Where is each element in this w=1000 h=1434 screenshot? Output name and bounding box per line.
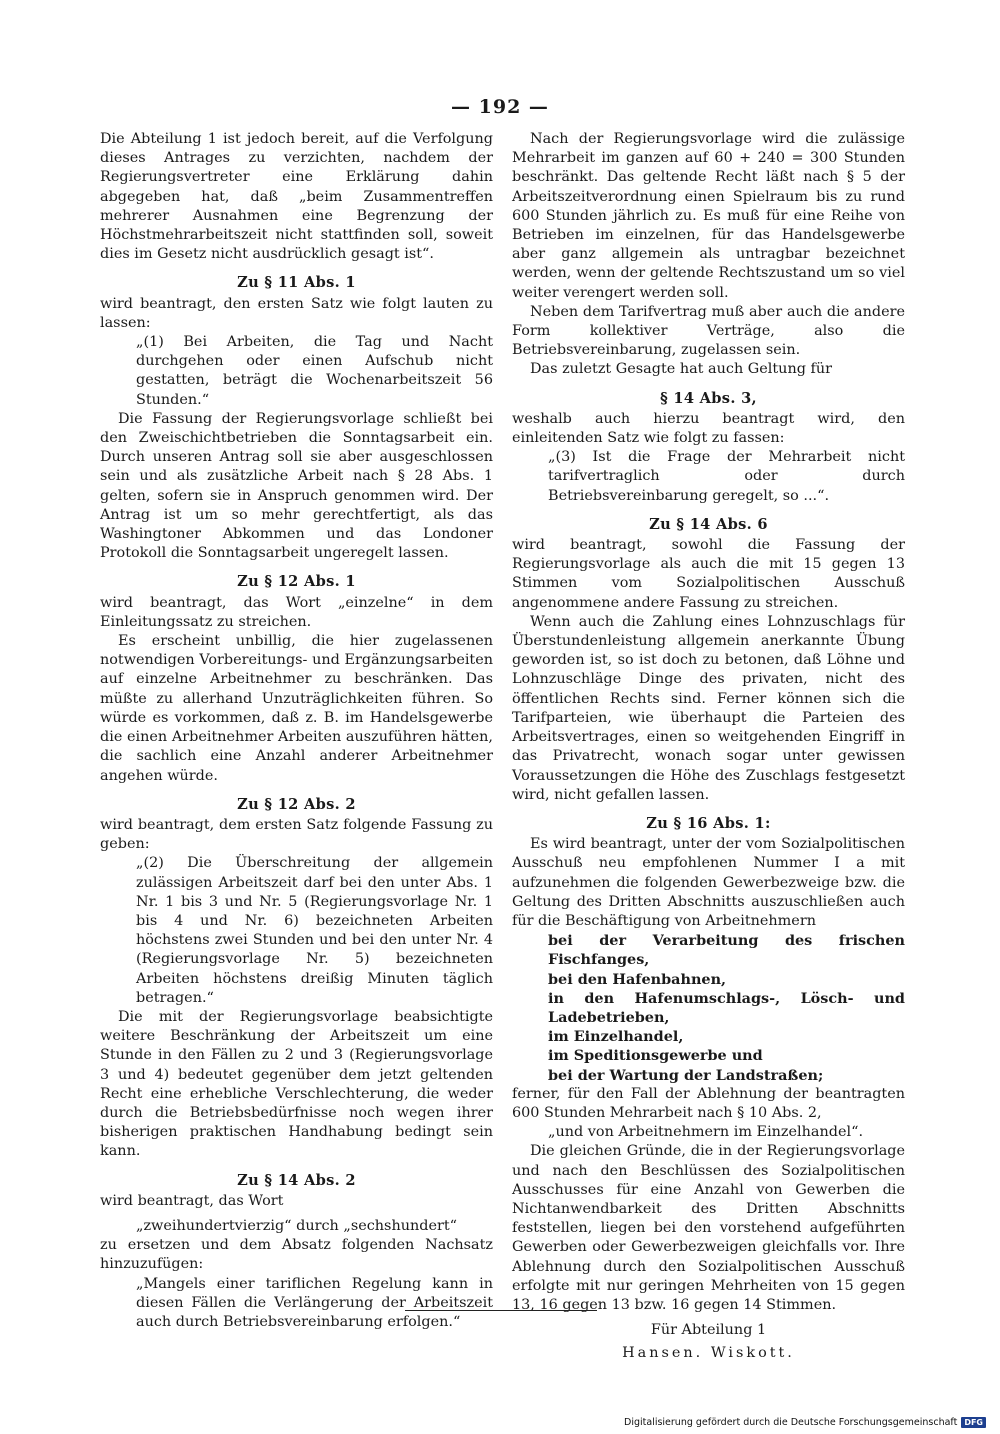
list-item: bei den Hafenbahnen, xyxy=(548,970,727,988)
paragraph: wird beantragt, das Wort xyxy=(100,1192,284,1209)
paragraph: Neben dem Tarifvertrag muß aber auch die andere Form kollektiver Verträge, also die Betriebsvereinbarung, zugelassen sein. xyxy=(512,303,905,359)
paragraph: Hansen. Wiskott. xyxy=(622,1345,795,1362)
page-number: — 192 — xyxy=(451,96,549,118)
right-column xyxy=(512,130,905,1364)
paragraph: Nach der Regierungsvorlage wird die zulässige Mehrarbeit im ganzen auf 60 + 240 = 300 Stunden beschränkt. Das geltende Recht läßt nach § 5 der Arbeitszeitverordnung einen Spielraum bis zu rund 600 Stunden jährlich zu. Es muß für eine Reihe von Betrieben im einzelnen, für das Handelsgewerbe aber ganz allgemein als untragbar bezeichnet werden, wenn der geltende Rechtszustand um so viel weiter verengert werden soll. xyxy=(512,131,905,301)
paragraph: wird beantragt, das Wort „einzelne“ in dem Einleitungssatz zu streichen. xyxy=(100,594,493,630)
footer-text: Digitalisierung gefördert durch die Deutsche Forschungsgemeinschaft xyxy=(624,1417,958,1428)
dfg-logo: DFG xyxy=(961,1417,986,1428)
paragraph: „(1) Bei Arbeiten, die Tag und Nacht durchgehen oder einen Aufschub nicht gestatten, beträgt die Wochenarbeitszeit 56 Stunden.“ xyxy=(136,334,493,408)
paragraph: Die Abteilung 1 ist jedoch bereit, auf die Verfolgung dieses Antrages zu verzichten, nachdem der Regierungsvertreter eine Erklärung dahin abgegeben hat, daß „beim Zusammentreffen mehrerer Ausnahmen eine Begrenzung der Höchstmehrarbeitszeit nicht stattfinden soll, soweit dies im Gesetz nicht ausdrücklich gesagt ist“. xyxy=(100,131,493,263)
section-heading: Zu § 16 Abs. 1: xyxy=(646,814,771,832)
paragraph: ferner, für den Fall der Ablehnung der beantragten 600 Stunden Mehrarbeit nach § 10 Abs. 2, xyxy=(512,1085,905,1121)
paragraph: Die Fassung der Regierungsvorlage schließt bei den Zweischichtbetrieben die Sonntagsarbeit ein. Durch unseren Antrag soll sie aber ausgeschlossen sein und als zusätzliche Arbeit nach § 28 Abs. 1 gelten, sofern sie in Anspruch genommen wird. Der Antrag ist um so mehr gerechtfertigt, als das Washingtoner Abkommen und das Londoner Protokoll die Sonntagsarbeit ungeregelt lassen. xyxy=(100,410,493,562)
paragraph: Es wird beantragt, unter der vom Sozialpolitischen Ausschuß neu empfohlenen Nummer I a mit aufzunehmen die folgenden Gewerbezweige bzw. die Geltung des Dritten Abschnitts auszuschließen auch für die Beschäftigung von Arbeitnehmern xyxy=(512,836,905,929)
paragraph: Das zuletzt Gesagte hat auch Geltung für xyxy=(530,361,832,378)
closing-rule xyxy=(405,1310,597,1311)
list-item: bei der Verarbeitung des frischen Fischfanges, xyxy=(548,932,905,969)
paragraph: Es erscheint unbillig, die hier zugelassenen notwendigen Vorbereitungs- und Ergänzungsarbeiten auf einzelne Arbeitnehmer zu beschränken. Das müßte zu allerhand Unzuträglichkeiten führen. So würde es vorkommen, daß z. B. im Handelsgewerbe die einen Arbeitnehmer Arbeiten auszuführen hätten, die sachlich eine Anzahl anderer Arbeitnehmer angehen würde. xyxy=(100,633,493,784)
paragraph: „(2) Die Überschreitung der allgemein zulässigen Arbeitszeit darf bei den unter Abs. 1 Nr. 1 bis 3 und Nr. 5 (Regierungsvorlage Nr. 1 bis 4 und Nr. 6) bezeichneten Arbeiten höchstens zwei Stunden und bei den unter Nr. 4 (Regierungsvorlage Nr. 5) bezeichneten Arbeiten höchstens dreißig Minuten täglich betragen.“ xyxy=(136,855,493,1006)
paragraph: „(3) Ist die Frage der Mehrarbeit nicht tarifvertraglich oder durch Betriebsvereinbarung geregelt, so ...“. xyxy=(548,449,905,504)
section-heading: Zu § 11 Abs. 1 xyxy=(237,274,356,292)
paragraph: wird beantragt, dem ersten Satz folgende Fassung zu geben: xyxy=(100,816,493,853)
section-heading: Zu § 12 Abs. 1 xyxy=(237,573,356,591)
paragraph: weshalb auch hierzu beantragt wird, den einleitenden Satz wie folgt zu fassen: xyxy=(512,410,905,447)
paragraph: zu ersetzen und dem Absatz folgenden Nachsatz hinzuzufügen: xyxy=(100,1237,493,1273)
paragraph: „zweihundertvierzig“ durch „sechshundert“ xyxy=(135,1217,457,1234)
list-item: bei der Wartung der Landstraßen; xyxy=(548,1066,824,1084)
section-heading: Zu § 14 Abs. 6 xyxy=(649,515,768,533)
list-item: in den Hafenumschlags-, Lösch- und Ladebetrieben, xyxy=(548,989,905,1026)
list-item: im Speditionsgewerbe und xyxy=(548,1047,763,1065)
paragraph: „und von Arbeitnehmern im Einzelhandel“. xyxy=(548,1124,864,1141)
list-item: im Einzelhandel, xyxy=(548,1028,684,1046)
paragraph: wird beantragt, sowohl die Fassung der Regierungsvorlage als auch die mit 15 gegen 13 Stimmen vom Sozialpolitischen Ausschuß angenommene andere Fassung zu streichen. xyxy=(512,537,905,611)
paragraph: Wenn auch die Zahlung eines Lohnzuschlags für Überstundenleistung allgemein anerkannte Übung geworden ist, so ist doch zu betonen, daß Löhne und Lohnzuschläge Dinge des privaten, nicht des öffentlichen Rechts sind. Ferner können sich die Tarifparteien, wie überhaupt die Parteien des Arbeitsvertrages, einen so weitgehenden Eingriff in das Privatrecht, wonach sogar unter gewissen Voraussetzungen die Höhe des Zuschlags festgesetzt wird, nicht gefallen lassen. xyxy=(512,613,905,803)
section-heading: § 14 Abs. 3, xyxy=(660,389,757,407)
paragraph: Für Abteilung 1 xyxy=(650,1322,767,1339)
footer xyxy=(624,1417,986,1428)
paragraph: wird beantragt, den ersten Satz wie folgt lauten zu lassen: xyxy=(100,295,493,331)
paragraph: Die gleichen Gründe, die in der Regierungsvorlage und nach den Beschlüssen des Sozialpolitischen Ausschusses für eine Anzahl von Gewerben die Nichtanwendbarkeit des Dritten Abschnitts feststellen, liegen bei den vorstehend aufgeführten Gewerben oder Gewerbezweigen gleichfalls vor. Ihre Ablehnung durch den Sozialpolitischen Ausschuß erfolgte mit nur geringen Mehrheiten von 15 gegen 13, 16 gegen 13 bzw. 16 gegen 14 Stimmen. xyxy=(512,1143,905,1313)
section-heading: Zu § 14 Abs. 2 xyxy=(237,1171,356,1189)
paragraph: „Mangels einer tariflichen Regelung kann in diesen Fällen die Verlängerung der Arbeitszeit auch durch Betriebsvereinbarung erfolgen.“ xyxy=(136,1275,493,1330)
left-column xyxy=(100,130,493,1332)
section-heading: Zu § 12 Abs. 2 xyxy=(237,795,356,813)
paragraph: Die mit der Regierungsvorlage beabsichtigte weitere Beschränkung der Arbeitszeit um eine Stunde in den Fällen zu 2 und 3 (Regierungsvorlage 3 und 4) bedeutet gegenüber dem jetzt geltenden Recht eine erhebliche Verschlechterung, die weder durch die Betriebsbedürfnisse noch wegen ihrer bisherigen praktischen Handhabung bedingt sein kann. xyxy=(100,1008,493,1160)
